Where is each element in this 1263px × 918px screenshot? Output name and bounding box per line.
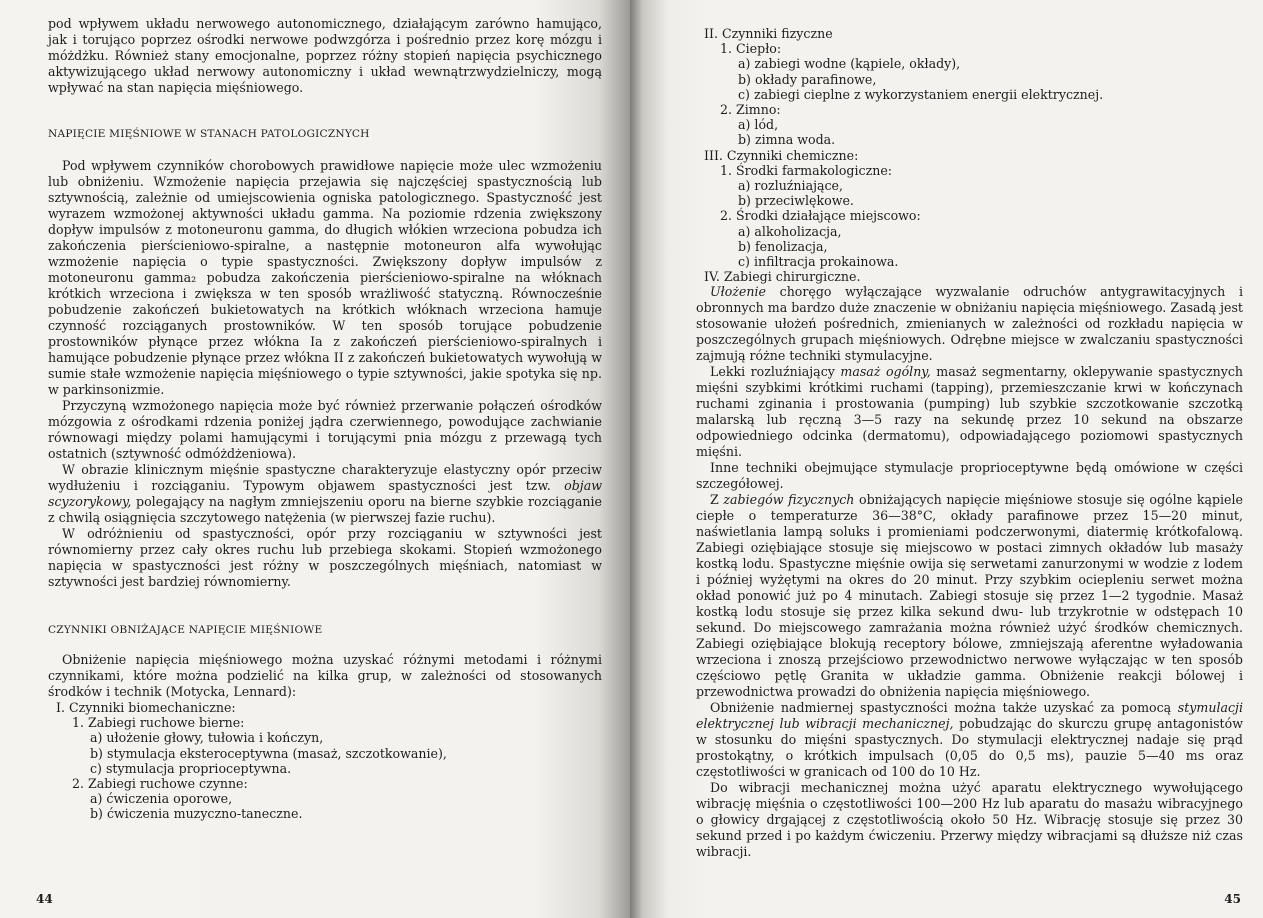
emphasis-term: zabiegów fizycznych <box>723 492 855 508</box>
list-item: c) zabiegi cieplne z wykorzystaniem energii elektrycznej. <box>738 86 1104 102</box>
list-item: 2. Środki działające miejscowo: <box>720 208 921 224</box>
left-page <box>0 0 630 918</box>
paragraph-causes: Przyczyną wzmożonego napięcia może być również przerwanie połączeń ośrodków mózgowia z ośrodkami rdzenia poniżej jądra czerwiennego, powodujące zachwianie równowagi między polami hamującymi i torującymi pnia mózgu z przewagą tych ostatnich (sztywność odmóżdżeniowa). <box>48 398 602 461</box>
list-item: 1. Ciepło: <box>720 41 782 57</box>
list-item: I. Czynniki biomechaniczne: <box>56 700 236 715</box>
list-item: a) zabiegi wodne (kąpiele, okłady), <box>738 56 961 72</box>
paragraph-clinical-picture: W obrazie klinicznym mięśnie spastyczne charakteryzuje elastyczny opór przeciw wydłużeniu i rozciąganiu. Typowym objawem spastyczności jest tzw. objaw scyzorykowy, polegający na nagłym zmniejszeniu oporu na bierne szybkie rozciąganie z chwilą osiągnięcia szczytowego natężenia (w pierwszej fazie ruchu). <box>48 462 602 525</box>
paragraph-physical: Z zabiegów fizycznych obniżających napięcie mięśniowe stosuje się ogólne kąpiele ciepłe o temperaturze 36—38°C, okłady parafinowe przez 15—20 minut, naświetlania lampą soluks i promieniami podczerwonymi, diatermię krótkofalową. Zabiegi oziębiające stosuje się miejscowo w postaci zimnych okładów lub masaży kostką lodu. Spastyczne mięśnie owija się serwetami zanurzonymi w wodzie z lodem i później wyżętymi na okres do 20 minut. Przy szybkim ociepleniu serwet można okład ponowić już po 4 minutach. Zabiegi stosuje się przez 1—2 tygodnie. Masaż kostką lodu stosuje się przez kilka sekund dwu- lub trzykrotnie w odstępach 10 sekund. Do miejscowego zamrażania można również użyć środków chemicznych. Zabiegi oziębiające blokują receptory bólowe, zmniejszają aferentne wyładowania wrzeciona i znoszą przejściowo przewodnictwo nerwowe wyłączając w ten sposób częściowo pętlę Granita w układzie gamma. Obniżenie reakcji bólowej i przewodnictwa prowadzi do obniżenia napięcia mięśniowego. <box>696 492 1243 700</box>
list-item: III. Czynniki chemiczne: <box>704 147 859 163</box>
page-number-left: 44 <box>36 892 53 906</box>
list-item: 2. Zabiegi ruchowe czynne: <box>72 776 248 792</box>
paragraph-techniques: Inne techniki obejmujące stymulacje proprioceptywne będą omówione w części szczegółowej. <box>696 460 1243 492</box>
paragraph-vibration: Do wibracji mechanicznej można użyć aparatu elektrycznego wywołującego wibrację mięśnia o częstotliwości 100—200 Hz lub aparatu do masażu wibracyjnego o głowicy drgającej z częstotliwością około 50 Hz. Wibrację stosuje się przez 30 sekund przed i po każdym ćwiczeniu. Przerwy między wibracjami są dłuższe niż czas wibracji. <box>696 780 1243 860</box>
paragraph-spasticity: Pod wpływem czynników chorobowych prawidłowe napięcie może ulec wzmożeniu lub obniżeniu. Wzmożenie napięcia przejawia się najczęściej spastycznością lub sztywnością, zależnie od umiejscowienia ogniska patologicznego. Spastyczność jest wyrazem wzmożonej aktywności układu gamma. Na poziomie rdzenia zwiększony dopływ impulsów z motoneuronu gamma, do długich włókien wrzeciona pobudza ich zakończenia pierścieniowo-spiralne, a następnie motoneuron alfa wywołując wzmożenie napięcia o typie spastyczności. Zwiększony dopływ impulsów z motoneuronu gamma₂ pobudza zakończenia pierścieniowo-spiralne na włóknach krótkich wrzeciona i zwiększa w ten sposób wrażliwość statyczną. Równocześnie pobudzenie zakończeń bukietowatych na krótkich włóknach wrzeciona hamuje czynność rozciąganych prostowników. W ten sposób torujące pobudzenie prostowników płynące przez włókna Ia z zakończeń pierścieniowo-spiralnych i hamujące pobudzenie płynące przez włókna II z zakończeń bukietowatych wywołują w sumie stałe wzmożenie napięcia mięśniowego o typie sztywności, jakie spotyka się np. w parkinsonizmie. <box>48 158 602 397</box>
list-item: a) ćwiczenia oporowe, <box>90 791 233 807</box>
emphasis-term: masaż ogólny, <box>840 364 931 380</box>
page-number-right: 45 <box>1224 892 1241 906</box>
list-item: 2. Zimno: <box>720 102 781 118</box>
list-item: a) ułożenie głowy, tułowia i kończyn, <box>90 730 324 746</box>
list-item: a) alkoholizacja, <box>738 223 842 239</box>
list-item: 1. Zabiegi ruchowe bierne: <box>72 715 245 731</box>
section-heading-pathological: NAPIĘCIE MIĘŚNIOWE W STANACH PATOLOGICZNYCH <box>48 128 370 140</box>
paragraph-stimulation: Obniżenie nadmiernej spastyczności można także uzyskać za pomocą stymulacji elektrycznej lub wibracji mechanicznej, pobudzając do skurczu grupę antagonistów w stosunku do mięśni spastycznych. Do stymulacji elektrycznej nadaje się prąd prostokątny, o krótkich impulsach (0,05 do 0,5 ms), pauzie 5—40 ms oraz częstotliwości w granicach od 100 do 10 Hz. <box>696 700 1243 780</box>
paragraph-rigidity: W odróżnieniu od spastyczności, opór przy rozciąganiu w sztywności jest równomierny przez cały okres ruchu lub przebiega skokami. Stopień wzmożonego napięcia w spastyczności jest różny w poszczególnych mięśniach, natomiast w sztywności jest bardziej równomierny. <box>48 526 602 589</box>
list-item: 1. Środki farmakologiczne: <box>720 162 893 178</box>
list-item: b) fenolizacja, <box>738 238 828 254</box>
intro-paragraph: pod wpływem układu nerwowego autonomicznego, działającym zarówno hamująco, jak i torująco poprzez ośrodki nerwowe podwzgórza i pośrednio przez korę mózgu i móżdżku. Również stany emocjonalne, poprzez różny stopień napięcia psychicznego aktywizującego układ nerwowy autonomiczny i układ wewnątrzwydzielniczy, mogą wpływać na stan napięcia mięśniowego. <box>48 16 602 95</box>
list-item: b) przeciwlękowe. <box>738 193 854 209</box>
list-item: b) okłady parafinowe, <box>738 71 877 87</box>
right-page <box>630 0 1263 918</box>
paragraph-positioning: Ułożenie choręgo wyłączające wyzwalanie odruchów antygrawitacyjnych i obronnych ma bardzo duże znaczenie w obniżaniu napięcia mięśniowego. Zasadą jest stosowanie ułożeń pośrednich, zmienianych w zależności od rozkładu napięcia w poszczególnych grupach mięśniowych. Odrębne miejsce w zwalczaniu spastyczności zajmują różne techniki stymulacyjne. <box>696 284 1243 364</box>
list-item: c) infiltracja prokainowa. <box>738 254 899 270</box>
list-item: b) zimna woda. <box>738 132 836 148</box>
section-heading-factors: CZYNNIKI OBNIŻAJĄCE NAPIĘCIE MIĘŚNIOWE <box>48 624 323 636</box>
emphasis-term: Ułożenie <box>710 284 766 300</box>
list-item: II. Czynniki fizyczne <box>704 26 833 41</box>
emphasis-term: stymulacji elektrycznej lub wibracji mechanicznej, <box>696 700 1243 732</box>
list-item: IV. Zabiegi chirurgiczne. <box>704 269 861 285</box>
paragraph-massage: Lekki rozluźniający masaż ogólny, masaż segmentarny, oklepywanie spastycznych mięśni szybkimi krótkimi ruchami (tapping), przemieszczanie krwi w kończynach ruchami zginania i prostowania (pumping) lub szybkie szczotkowanie szczotką malarską lub ręczną 3—5 razy na sekundę przez 10 sekund na obszarze odpowiedniego odcinka (dermatomu), odpowiadającego poziomowi spastycznych mięśni. <box>696 364 1243 460</box>
list-item: c) stymulacja proprioceptywna. <box>90 760 292 776</box>
factors-list-right <box>696 26 1243 284</box>
list-item: a) rozluźniające, <box>738 178 844 194</box>
paragraph-methods: Obniżenie napięcia mięśniowego można uzyskać różnymi metodami i różnymi czynnikami, które można podzielić na kilka grup, w zależności od stosowanych środków i technik (Motycka, Lennard): <box>48 652 602 699</box>
list-item: a) lód, <box>738 117 779 133</box>
emphasis-term: objaw scyzorykowy, <box>48 478 602 509</box>
factors-list-left <box>48 700 602 822</box>
list-item: b) ćwiczenia muzyczno-taneczne. <box>90 806 303 822</box>
list-item: b) stymulacja eksteroceptywna (masaż, szczotkowanie), <box>90 745 447 761</box>
